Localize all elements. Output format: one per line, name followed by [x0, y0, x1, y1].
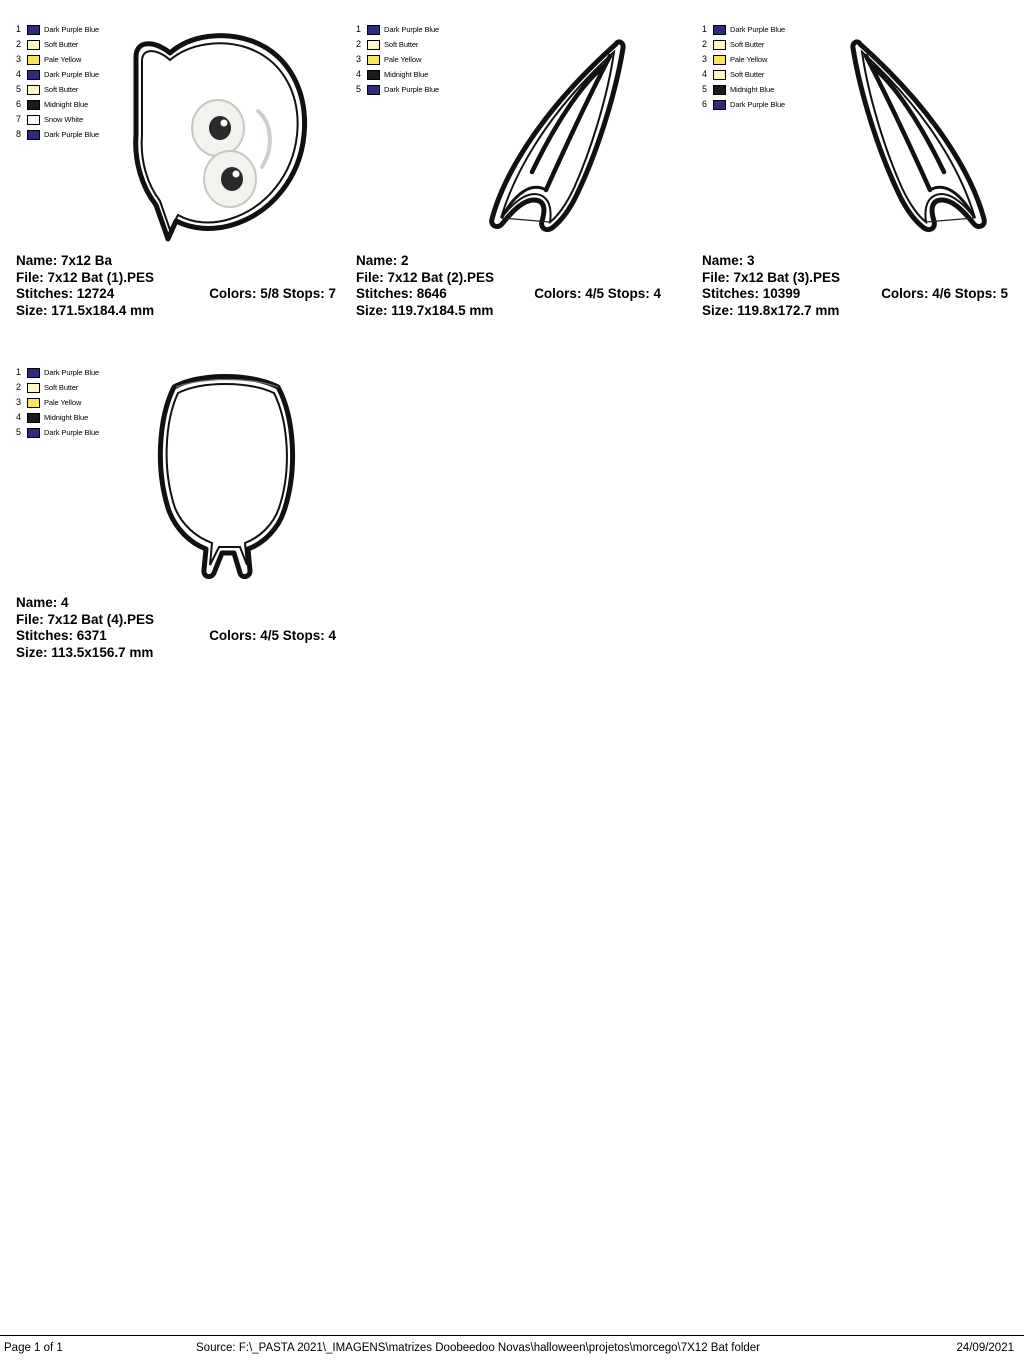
- legend-row: [356, 67, 439, 82]
- legend-row: [16, 82, 99, 97]
- legend-number: 4: [16, 412, 22, 422]
- legend-row: [16, 395, 99, 410]
- legend-number: 3: [16, 397, 22, 407]
- legend-row: [702, 97, 785, 112]
- design-info-4: [16, 595, 154, 661]
- design-info-right-1: [166, 286, 336, 303]
- legend-label: Dark Purple Blue: [44, 428, 100, 437]
- legend-label: Soft Butter: [44, 85, 79, 94]
- bat-wing-left-artwork: [486, 32, 646, 242]
- legend-swatch-midnight-blue: [713, 85, 726, 95]
- legend-row: [16, 380, 99, 395]
- legend-label: Midnight Blue: [44, 100, 89, 109]
- legend-label: Pale Yellow: [44, 398, 82, 407]
- legend-swatch-soft-butter: [713, 70, 726, 80]
- legend-number: 6: [702, 99, 708, 109]
- design-colors: Colors: 4/5: [209, 628, 279, 643]
- legend-row: [702, 52, 785, 67]
- legend-row: [356, 52, 439, 67]
- color-legend-2: [356, 22, 439, 97]
- legend-number: 4: [16, 69, 22, 79]
- legend-number: 3: [356, 54, 362, 64]
- legend-label: Snow White: [44, 115, 84, 124]
- legend-row: [702, 82, 785, 97]
- design-info-2: [356, 253, 494, 319]
- design-size: Size: 171.5x184.4 mm: [16, 302, 155, 318]
- design-colors: Colors: 4/5: [534, 286, 604, 301]
- legend-number: 2: [356, 39, 362, 49]
- legend-row: [16, 22, 99, 37]
- legend-row: [702, 37, 785, 52]
- design-stops: Stops: 4: [607, 286, 661, 301]
- design-colors: Colors: 4/6: [881, 286, 951, 301]
- design-stops: Stops: 4: [282, 628, 336, 643]
- design-info-right-4: [166, 628, 336, 645]
- legend-number: 7: [16, 114, 22, 124]
- page-number: Page 1 of 1: [4, 1342, 63, 1354]
- legend-label: Dark Purple Blue: [730, 25, 786, 34]
- legend-number: 1: [702, 24, 708, 34]
- legend-number: 2: [16, 39, 22, 49]
- bat-body-artwork: [144, 365, 324, 590]
- legend-swatch-dark-purple-blue: [27, 368, 40, 378]
- legend-swatch-dark-purple-blue: [713, 100, 726, 110]
- legend-swatch-pale-yellow: [27, 398, 40, 408]
- legend-row: [16, 410, 99, 425]
- legend-swatch-soft-butter: [27, 383, 40, 393]
- legend-label: Soft Butter: [730, 40, 765, 49]
- legend-row: [356, 37, 439, 52]
- design-name: Name: 3: [702, 253, 755, 268]
- legend-label: Pale Yellow: [384, 55, 422, 64]
- design-stitches: Stitches: 12724: [16, 286, 115, 301]
- legend-label: Dark Purple Blue: [44, 368, 100, 377]
- legend-row: [356, 82, 439, 97]
- legend-row: [702, 67, 785, 82]
- legend-swatch-soft-butter: [713, 40, 726, 50]
- legend-swatch-midnight-blue: [27, 413, 40, 423]
- color-legend-3: [702, 22, 785, 112]
- legend-label: Midnight Blue: [44, 413, 89, 422]
- legend-label: Soft Butter: [44, 383, 79, 392]
- legend-number: 6: [16, 99, 22, 109]
- design-info-right-2: [506, 286, 661, 303]
- legend-row: [16, 67, 99, 82]
- design-name: Name: 2: [356, 253, 409, 268]
- design-name: Name: 4: [16, 595, 69, 610]
- legend-number: 3: [702, 54, 708, 64]
- legend-row: [16, 425, 99, 440]
- legend-row: [16, 112, 99, 127]
- legend-swatch-pale-yellow: [713, 55, 726, 65]
- legend-row: [16, 127, 99, 142]
- design-stitches: Stitches: 6371: [16, 628, 107, 643]
- legend-swatch-midnight-blue: [27, 100, 40, 110]
- legend-label: Midnight Blue: [730, 85, 775, 94]
- design-size: Size: 119.8x172.7 mm: [702, 302, 840, 318]
- design-name: Name: 7x12 Ba: [16, 253, 113, 268]
- legend-row: [16, 52, 99, 67]
- design-stops: Stops: 5: [954, 286, 1008, 301]
- legend-number: 1: [16, 367, 22, 377]
- legend-label: Dark Purple Blue: [44, 25, 100, 34]
- legend-number: 3: [16, 54, 22, 64]
- legend-swatch-soft-butter: [27, 85, 40, 95]
- design-info-3: [702, 253, 840, 319]
- legend-swatch-dark-purple-blue: [367, 85, 380, 95]
- legend-number: 5: [356, 84, 362, 94]
- legend-label: Soft Butter: [384, 40, 419, 49]
- legend-label: Dark Purple Blue: [384, 25, 440, 34]
- design-info-1: [16, 253, 154, 319]
- legend-label: Midnight Blue: [384, 70, 429, 79]
- legend-row: [702, 22, 785, 37]
- design-file: File: 7x12 Bat (2).PES: [356, 269, 495, 285]
- legend-number: 4: [356, 69, 362, 79]
- design-file: File: 7x12 Bat (4).PES: [16, 611, 155, 627]
- legend-number: 4: [702, 69, 708, 79]
- legend-number: 1: [356, 24, 362, 34]
- legend-row: [16, 37, 99, 52]
- legend-swatch-dark-purple-blue: [27, 130, 40, 140]
- page-footer: [0, 1342, 1024, 1362]
- design-info-right-3: [852, 286, 1008, 303]
- legend-swatch-dark-purple-blue: [27, 25, 40, 35]
- legend-label: Dark Purple Blue: [384, 85, 440, 94]
- legend-row: [356, 22, 439, 37]
- legend-number: 5: [702, 84, 708, 94]
- design-file: File: 7x12 Bat (3).PES: [702, 269, 841, 285]
- design-stitches: Stitches: 8646: [356, 286, 447, 301]
- design-stitches: Stitches: 10399: [702, 286, 801, 301]
- legend-number: 5: [16, 84, 22, 94]
- legend-number: 2: [702, 39, 708, 49]
- legend-number: 1: [16, 24, 22, 34]
- design-file: File: 7x12 Bat (1).PES: [16, 269, 155, 285]
- source-path: Source: F:\_PASTA 2021\_IMAGENS\matrizes Doobeedoo Novas\halloween\projetos\morcego\7X12 Bat folder: [196, 1342, 761, 1354]
- legend-swatch-dark-purple-blue: [27, 428, 40, 438]
- design-size: Size: 113.5x156.7 mm: [16, 644, 154, 660]
- print-date: 24/09/2021: [956, 1342, 1014, 1354]
- legend-number: 8: [16, 129, 22, 139]
- legend-swatch-dark-purple-blue: [27, 70, 40, 80]
- bat-head-artwork: [112, 27, 352, 252]
- legend-label: Pale Yellow: [44, 55, 82, 64]
- legend-row: [16, 97, 99, 112]
- legend-number: 2: [16, 382, 22, 392]
- legend-swatch-pale-yellow: [27, 55, 40, 65]
- design-colors: Colors: 5/8: [209, 286, 279, 301]
- legend-label: Dark Purple Blue: [730, 100, 786, 109]
- legend-swatch-dark-purple-blue: [367, 25, 380, 35]
- legend-number: 5: [16, 427, 22, 437]
- legend-label: Soft Butter: [730, 70, 765, 79]
- legend-swatch-soft-butter: [27, 40, 40, 50]
- legend-swatch-soft-butter: [367, 40, 380, 50]
- legend-label: Dark Purple Blue: [44, 130, 100, 139]
- color-legend-4: [16, 365, 99, 440]
- design-stops: Stops: 7: [282, 286, 336, 301]
- legend-swatch-pale-yellow: [367, 55, 380, 65]
- legend-swatch-midnight-blue: [367, 70, 380, 80]
- legend-swatch-dark-purple-blue: [713, 25, 726, 35]
- legend-label: Soft Butter: [44, 40, 79, 49]
- legend-row: [16, 365, 99, 380]
- design-size: Size: 119.7x184.5 mm: [356, 302, 494, 318]
- legend-swatch-snow-white: [27, 115, 40, 125]
- footer-divider: [0, 1335, 1024, 1336]
- bat-wing-right-artwork: [830, 32, 1000, 242]
- legend-label: Dark Purple Blue: [44, 70, 100, 79]
- legend-label: Pale Yellow: [730, 55, 768, 64]
- color-legend-1: [16, 22, 99, 142]
